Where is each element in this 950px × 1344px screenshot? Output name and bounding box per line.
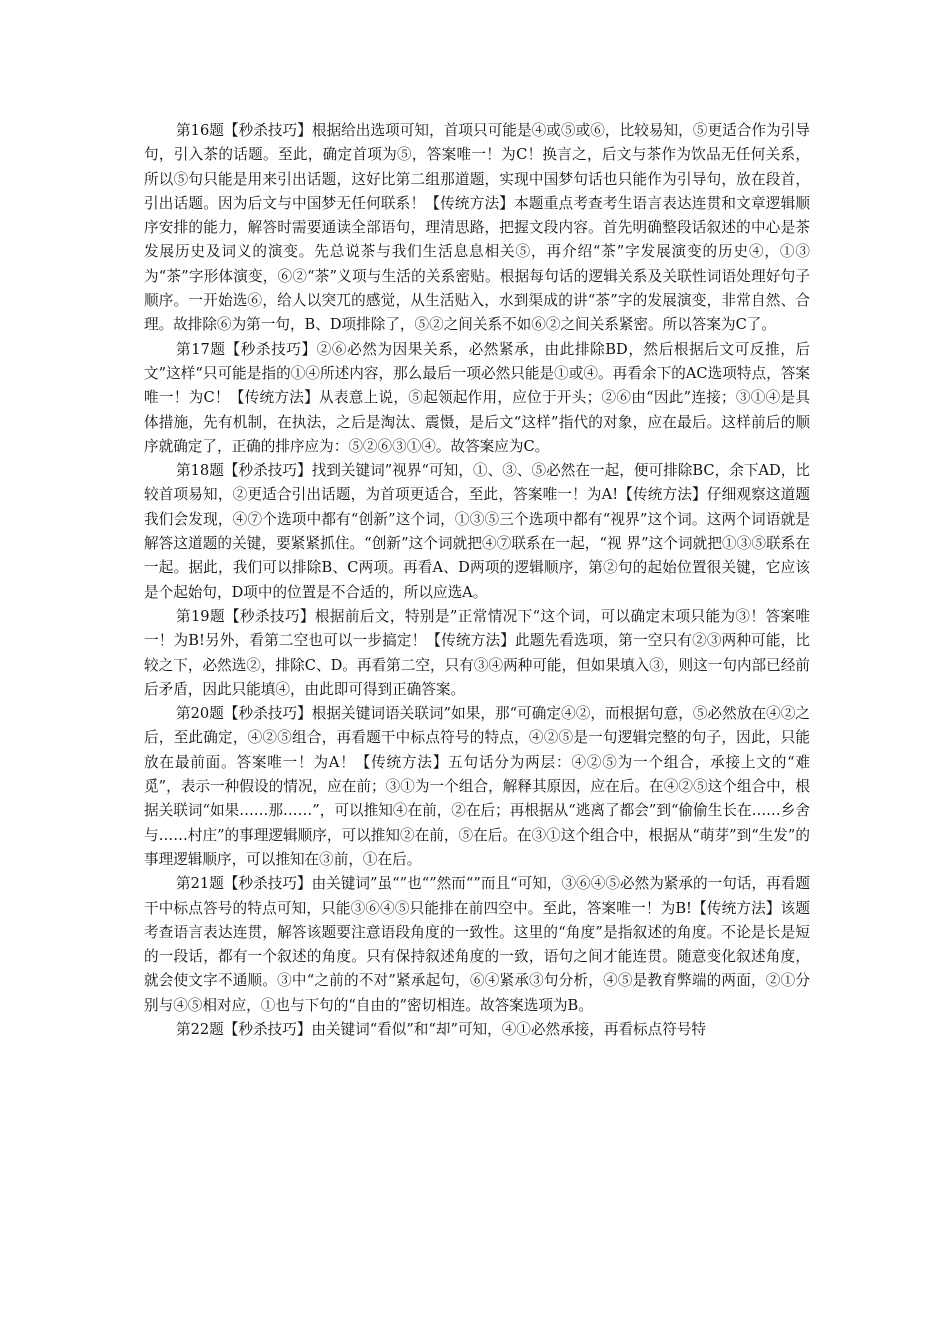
paragraph-q20: 第20题【秒杀技巧】根据关键词语关联词”如果，那“可确定④②，而根据句意，⑤必然放在④②之后，至此确定，④②⑤组合，再看题干中标点符号的特点，④②⑤是一句逻辑完整的句子，因此，只能放在最前面。答案唯一！为A！【传统方法】五句话分为两层：④②⑤为一个组合，承接上文的“难觅”，表示一种假设的情况，应在前；③①为一个组合，解释其原因，应在后。在④②⑤这个组合中，根据关联词“如果……那……”，可以推知④在前，②在后；再根据从“逃离了都会”到“偷偷生长在……乡舍与……村庄”的事理逻辑顺序，可以推知②在前，⑤在后。在③①这个组合中，根据从“萌芽”到“生发”的事理逻辑顺序，可以推知在③前，①在后。 (144, 705, 810, 868)
paragraph-q19: 第19题【秒杀技巧】根据前后文，特别是”正常情况下“这个词，可以确定末项只能为③！答案唯一！为B!另外，看第二空也可以一步搞定！【传统方法】此题先看选项，第一空只有②③两种可能，比较之下，必然选②，排除C、D。再看第二空，只有③④两种可能，但如果填入③，则这一句内部已经前后矛盾，因此只能填④，由此即可得到正确答案。 (144, 607, 810, 698)
paragraph-q21: 第21题【秒杀技巧】由关键词”虽“”也“”然而“”而且“可知，③⑥④⑤必然为紧承的一句话，再看题干中标点答号的特点可知，只能③⑥④⑤只能排在前四空中。至此，答案唯一！为B!【传统方法】该题考查语言表达连贯，解答该题要注意语段角度的一致性。这里的“角度”是指叙述的角度。不论是长是短的一段话，都有一个叙述的角度。只有保持叙述角度的一致，语句之间才能连贯。随意变化叙述角度，就会使文字不通顺。③中“之前的不对”紧承起句，⑥④紧承③句分析，④⑤是教育弊端的两面，②①分别与④⑤相对应，①也与下句的“自由的”密切相连。故答案选项为B。 (144, 875, 810, 1014)
paragraph-q17: 第17题【秒杀技巧】②⑥必然为因果关系，必然紧承，由此排除BD，然后根据后文可反推，后文”这样“只可能是指的①④所述内容，那么最后一项必然只能是①或④。再看余下的AC选项特点，答案唯一！为C！【传统方法】从表意上说，⑤起领起作用，应位于开头；②⑥由“因此”连接；③①④是具体措施，先有机制，在执法，之后是淘汰、震慑，是后文“这样”指代的对象，应在最后。这样前后的顺序就确定了，正确的排序应为：⑤②⑥③①④。故答案应为C。 (144, 340, 810, 455)
paragraph-q16: 第16题【秒杀技巧】根据给出选项可知，首项只可能是④或⑤或⑥，比较易知，⑤更适合作为引导句，引入茶的话题。至此，确定首项为⑤，答案唯一！为C！换言之，后文与茶作为饮品无任何关系，所以⑤句只能是用来引出话题，这好比第二组那道题，实现中国梦句话也只能作为引导句，放在段首，引出话题。因为后文与中国梦无任何联系！【传统方法】本题重点考查考生语言表达连贯和文章逻辑顺序安排的能力，解答时需要通读全部语句，理清思路，把握文段内容。首先明确整段话叙述的中心是茶发展历史及词义的演变。先总说茶与我们生活息息相关⑤，再介绍“茶”字发展演变的历史④，①③为“茶”字形体演变，⑥②“茶”义项与生活的关系密贴。根据每句话的逻辑关系及关联性词语处理好句子顺序。一开始选⑥，给人以突兀的感觉，从生活贴入，水到渠成的讲“茶”字的发展演变，非常自然、合理。故排除⑥为第一句，B、D项排除了，⑤②之间关系不如⑥②之间关系紧密。所以答案为C了。 (144, 122, 810, 334)
paragraph-q22: 第22题【秒杀技巧】由关键词“看似”和“却”可知，④①必然承接，再看标点符号特 (176, 1020, 707, 1038)
answer-explanations (144, 119, 810, 1042)
paragraph-q18: 第18题【秒杀技巧】找到关键词”视界“可知，①、③、⑤必然在一起，便可排除BC，余下AD，比较首项易知，②更适合引出话题，为首项更适合，至此，答案唯一！为A!【传统方法】仔细观察这道题我们会发现，④⑦个选项中都有“创新”这个词，①③⑤三个选项中都有“视界”这个词。这两个词语就是解答这道题的关键，要紧紧抓住。“创新”这个词就把④⑦联系在一起，“视 界”这个词就把①③⑤联系在一起。据此，我们可以排除B、C两项。再看A、D两项的逻辑顺序，第②句的起始位置很关键，它应该是个起始句，D项中的位置是不合适的，所以应选A。 (144, 462, 810, 601)
